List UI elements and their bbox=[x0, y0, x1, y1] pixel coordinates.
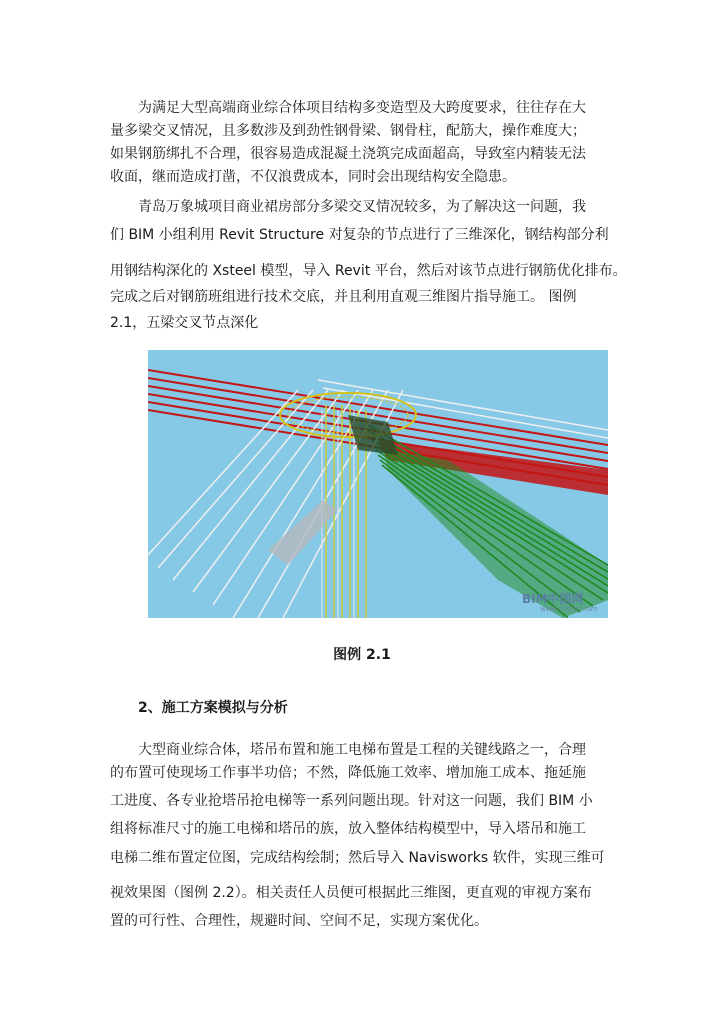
text-line: 们 BIM 小组利用 Revit Structure 对复杂的节点进行了三维深化，钢结构部分利 bbox=[110, 227, 609, 243]
text-line: 的布置可使现场工作事半功倍；不然，降低施工效率、增加施工成本、拖延施 bbox=[110, 765, 586, 781]
text-line: 置的可行性、合理性，规避时间、空间不足，实现方案优化。 bbox=[110, 913, 488, 929]
text-line: 组将标准尺寸的施工电梯和塔吊的族，放入整体结构模型中，导入塔吊和施工 bbox=[110, 821, 586, 837]
watermark bbox=[522, 590, 597, 613]
watermark-url: www.cnbim.com bbox=[540, 605, 598, 613]
text-line: 量多梁交叉情况，且多数涉及到劲性钢骨梁、钢骨柱，配筋大，操作难度大； bbox=[110, 123, 586, 139]
watermark-text: BIM中国网 bbox=[522, 592, 584, 606]
text-line: 工进度、各专业抢塔吊抢电梯等一系列问题出现。针对这一问题，我们 BIM 小 bbox=[110, 793, 593, 809]
text-line: 大型商业综合体，塔吊布置和施工电梯布置是工程的关键线路之一，合理 bbox=[138, 742, 586, 758]
figure-caption: 图例 2.1 bbox=[333, 647, 391, 663]
section-heading: 2、施工方案模拟与分析 bbox=[138, 700, 288, 716]
text-line: 电梯二维布置定位图，完成结构绘制；然后导入 Navisworks 软件，实现三维可 bbox=[110, 850, 605, 866]
figure-2-1-rebar-model bbox=[148, 350, 608, 618]
text-line: 用钢结构深化的 Xsteel 模型，导入 Revit 平台，然后对该节点进行钢筋优化排布。 bbox=[110, 263, 627, 279]
text-line: 视效果图（图例 2.2）。相关责任人员便可根据此三维图，更直观的审视方案布 bbox=[110, 885, 592, 901]
text-line: 收面，继而造成打凿，不仅浪费成本，同时会出现结构安全隐患。 bbox=[110, 169, 516, 185]
text-line: 完成之后对钢筋班组进行技术交底，并且利用直观三维图片指导施工。 图例 bbox=[110, 289, 577, 305]
rebar-model-image bbox=[148, 350, 608, 618]
text-line: 2.1，五梁交叉节点深化 bbox=[110, 315, 259, 331]
text-line: 青岛万象城项目商业裙房部分多梁交叉情况较多，为了解决这一问题，我 bbox=[138, 199, 586, 215]
text-line: 为满足大型高端商业综合体项目结构多变造型及大跨度要求，往往存在大 bbox=[138, 100, 586, 116]
text-line: 如果钢筋绑扎不合理，很容易造成混凝土浇筑完成面超高，导致室内精装无法 bbox=[110, 146, 586, 162]
